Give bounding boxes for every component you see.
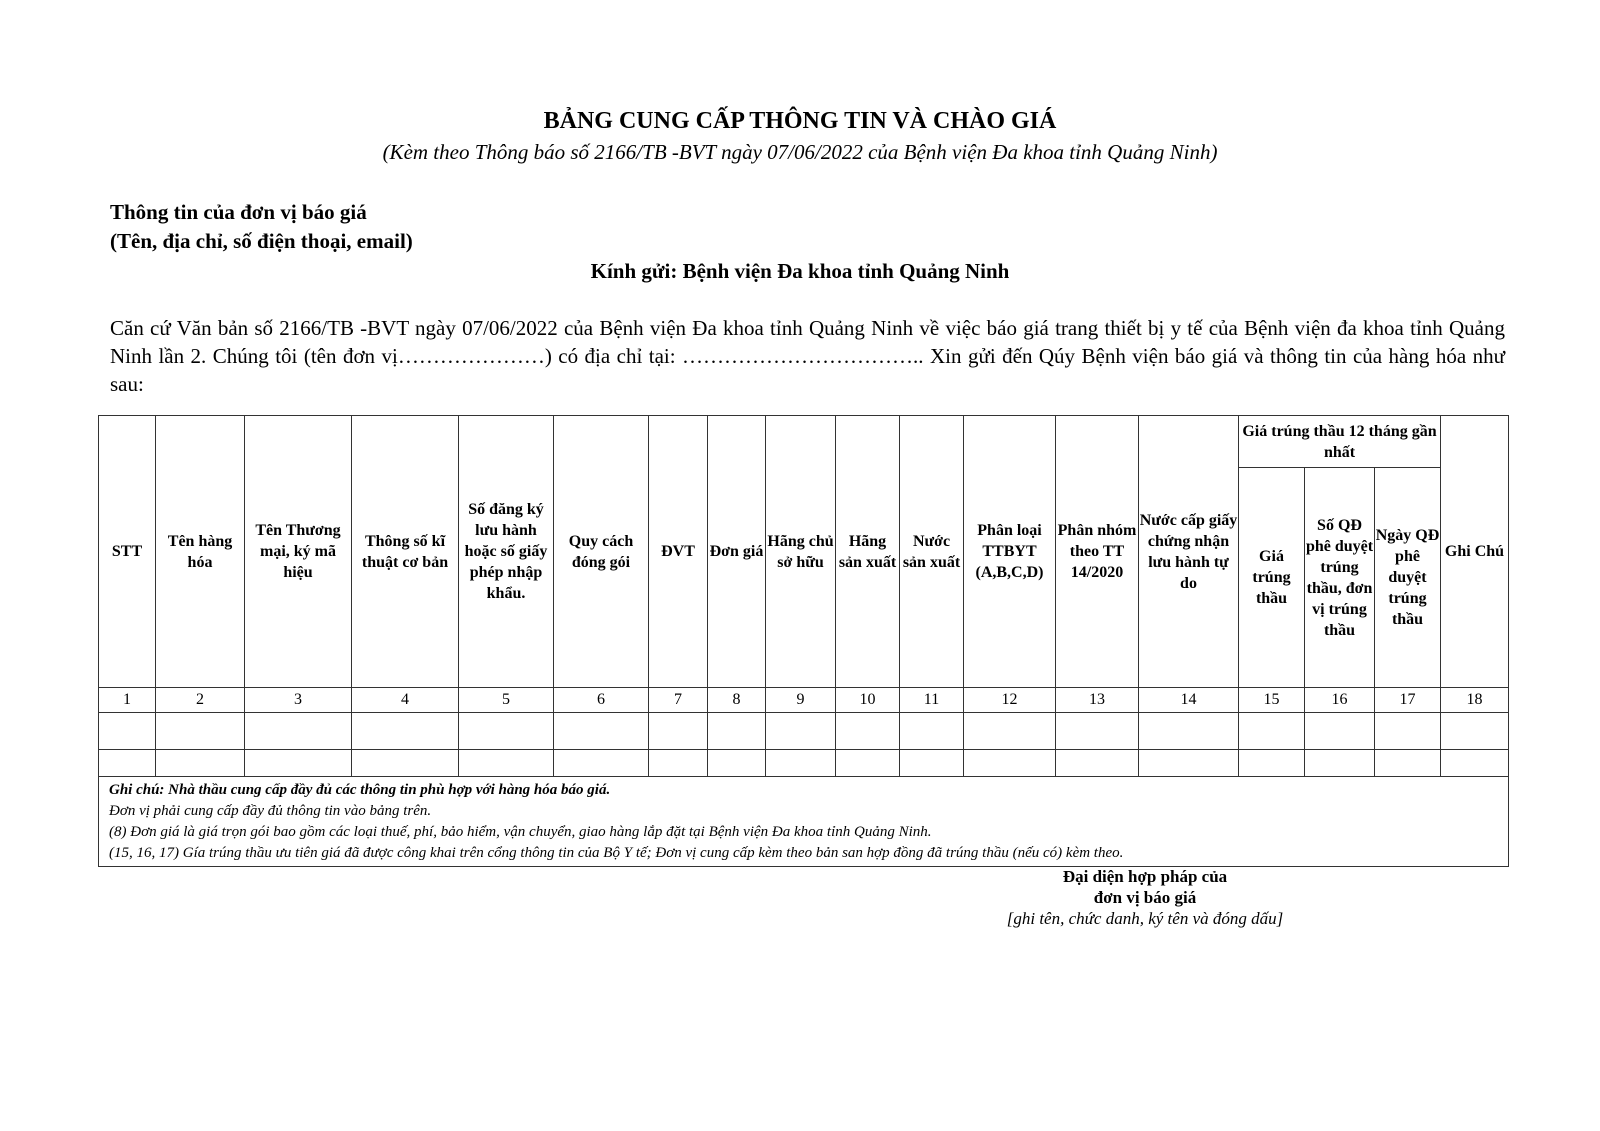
column-number: 5 (459, 688, 554, 713)
table-cell[interactable] (459, 750, 554, 777)
col-header-trade-name: Tên Thương mại, ký mã hiệu (245, 416, 352, 688)
column-number: 10 (836, 688, 900, 713)
table-cell[interactable] (964, 713, 1056, 750)
sender-info-hint: (Tên, địa chỉ, số điện thoại, email) (110, 229, 413, 253)
table-row (99, 750, 1509, 777)
table-cell[interactable] (245, 713, 352, 750)
table-cell[interactable] (1441, 713, 1509, 750)
signature-instruction: [ghi tên, chức danh, ký tên và đóng dấu] (1006, 909, 1284, 928)
col-header-group: Phân nhóm theo TT 14/2020 (1056, 416, 1139, 688)
col-header-stt: STT (99, 416, 156, 688)
recipient-line: Kính gửi: Bệnh viện Đa khoa tỉnh Quảng Ninh (590, 259, 1010, 283)
notes-row (99, 777, 1509, 867)
col-header-decision-number: Số QĐ phê duyệt trúng thầu, đơn vị trúng thầu (1305, 468, 1375, 688)
table-cell[interactable] (1375, 750, 1441, 777)
intro-paragraph: Căn cứ Văn bản số 2166/TB -BVT ngày 07/06/2022 của Bệnh viện Đa khoa tỉnh Quảng Ninh về việc báo giá trang thiết bị y tế của Bệnh viện đa khoa tỉnh Quảng Ninh lần 2. Chúng tôi (tên đơn vị…………………) có địa chỉ tại: …………………………….. Xin gửi đến Qúy Bệnh viện báo giá và thông tin của hàng hóa như sau: (110, 316, 1505, 396)
col-header-specs: Thông số kĩ thuật cơ bản (352, 416, 459, 688)
table-cell[interactable] (766, 750, 836, 777)
table-cell[interactable] (900, 713, 964, 750)
col-header-country: Nước sản xuất (900, 416, 964, 688)
table-cell[interactable] (649, 713, 708, 750)
col-header-free-sale-country: Nước cấp giấy chứng nhận lưu hành tự do (1139, 416, 1239, 688)
column-number: 6 (554, 688, 649, 713)
table-cell[interactable] (352, 750, 459, 777)
col-header-manufacturer: Hãng sản xuất (836, 416, 900, 688)
table-cell[interactable] (708, 713, 766, 750)
table-cell[interactable] (836, 750, 900, 777)
table-cell[interactable] (964, 750, 1056, 777)
table-cell[interactable] (1305, 713, 1375, 750)
column-number: 13 (1056, 688, 1139, 713)
note-line: (15, 16, 17) Gía trúng thầu ưu tiên giá đã được công khai trên cổng thông tin của Bộ Y tế; Đơn vị cung cấp kèm theo bản san hợp đồng đã trúng thầu (nếu có) kèm theo. (109, 845, 1124, 861)
column-number: 15 (1239, 688, 1305, 713)
signature-block (940, 866, 1350, 929)
column-number: 16 (1305, 688, 1375, 713)
document-title: BẢNG CUNG CẤP THÔNG TIN VÀ CHÀO GIÁ (543, 108, 1057, 134)
table-cell[interactable] (836, 713, 900, 750)
column-number: 9 (766, 688, 836, 713)
table-cell[interactable] (649, 750, 708, 777)
table-cell[interactable] (900, 750, 964, 777)
col-header-product-name: Tên hàng hóa (156, 416, 245, 688)
column-number: 4 (352, 688, 459, 713)
column-number: 17 (1375, 688, 1441, 713)
table-cell[interactable] (1305, 750, 1375, 777)
column-number-row (99, 688, 1509, 713)
sender-info-label: Thông tin của đơn vị báo giá (110, 200, 367, 224)
table-cell[interactable] (156, 713, 245, 750)
col-header-registration: Số đăng ký lưu hành hoặc số giấy phép nhập khẩu. (459, 416, 554, 688)
col-header-classification: Phân loại TTBYT (A,B,C,D) (964, 416, 1056, 688)
quotation-table (98, 415, 1509, 867)
table-cell[interactable] (156, 750, 245, 777)
column-number: 18 (1441, 688, 1509, 713)
column-number: 14 (1139, 688, 1239, 713)
table-cell[interactable] (1056, 713, 1139, 750)
note-line: (8) Đơn giá là giá trọn gói bao gồm các loại thuế, phí, bảo hiểm, vận chuyển, giao hàng lắp đặt tại Bệnh viện Đa khoa tỉnh Quảng Ninh. (109, 824, 932, 840)
table-cell[interactable] (1441, 750, 1509, 777)
signature-subtitle: đơn vị báo giá (1093, 888, 1197, 907)
col-header-unit-price: Đơn giá (708, 416, 766, 688)
table-cell[interactable] (708, 750, 766, 777)
col-header-packaging: Quy cách đóng gói (554, 416, 649, 688)
col-header-decision-date: Ngày QĐ phê duyệt trúng thầu (1375, 468, 1441, 688)
table-cell[interactable] (1239, 713, 1305, 750)
column-number: 12 (964, 688, 1056, 713)
document-subtitle: (Kèm theo Thông báo số 2166/TB -BVT ngày 07/06/2022 của Bệnh viện Đa khoa tỉnh Quảng Ninh) (382, 140, 1218, 164)
signature-title: Đại diện hợp pháp của (1062, 867, 1228, 886)
table-cell[interactable] (459, 713, 554, 750)
table-cell[interactable] (1056, 750, 1139, 777)
table-cell[interactable] (1239, 750, 1305, 777)
col-header-winning-price: Giá trúng thầu (1239, 468, 1305, 688)
note-line-main: Ghi chú: Nhà thầu cung cấp đầy đủ các thông tin phù hợp với hàng hóa báo giá. (109, 782, 611, 798)
table-cell[interactable] (1139, 750, 1239, 777)
column-number: 7 (649, 688, 708, 713)
col-header-winning-price-group: Giá trúng thầu 12 tháng gần nhất (1239, 416, 1441, 468)
table-cell[interactable] (99, 750, 156, 777)
col-header-notes: Ghi Chú (1441, 416, 1509, 688)
column-number: 3 (245, 688, 352, 713)
col-header-owner: Hãng chủ sở hữu (766, 416, 836, 688)
notes-cell (99, 777, 1509, 867)
table-row (99, 713, 1509, 750)
table-cell[interactable] (1139, 713, 1239, 750)
column-number: 8 (708, 688, 766, 713)
table-cell[interactable] (1375, 713, 1441, 750)
table-cell[interactable] (245, 750, 352, 777)
table-cell[interactable] (554, 713, 649, 750)
column-number: 11 (900, 688, 964, 713)
column-number: 2 (156, 688, 245, 713)
column-number: 1 (99, 688, 156, 713)
table-cell[interactable] (766, 713, 836, 750)
table-cell[interactable] (99, 713, 156, 750)
note-line: Đơn vị phải cung cấp đầy đủ thông tin vào bảng trên. (109, 803, 432, 819)
table-cell[interactable] (554, 750, 649, 777)
table-cell[interactable] (352, 713, 459, 750)
col-header-unit: ĐVT (649, 416, 708, 688)
